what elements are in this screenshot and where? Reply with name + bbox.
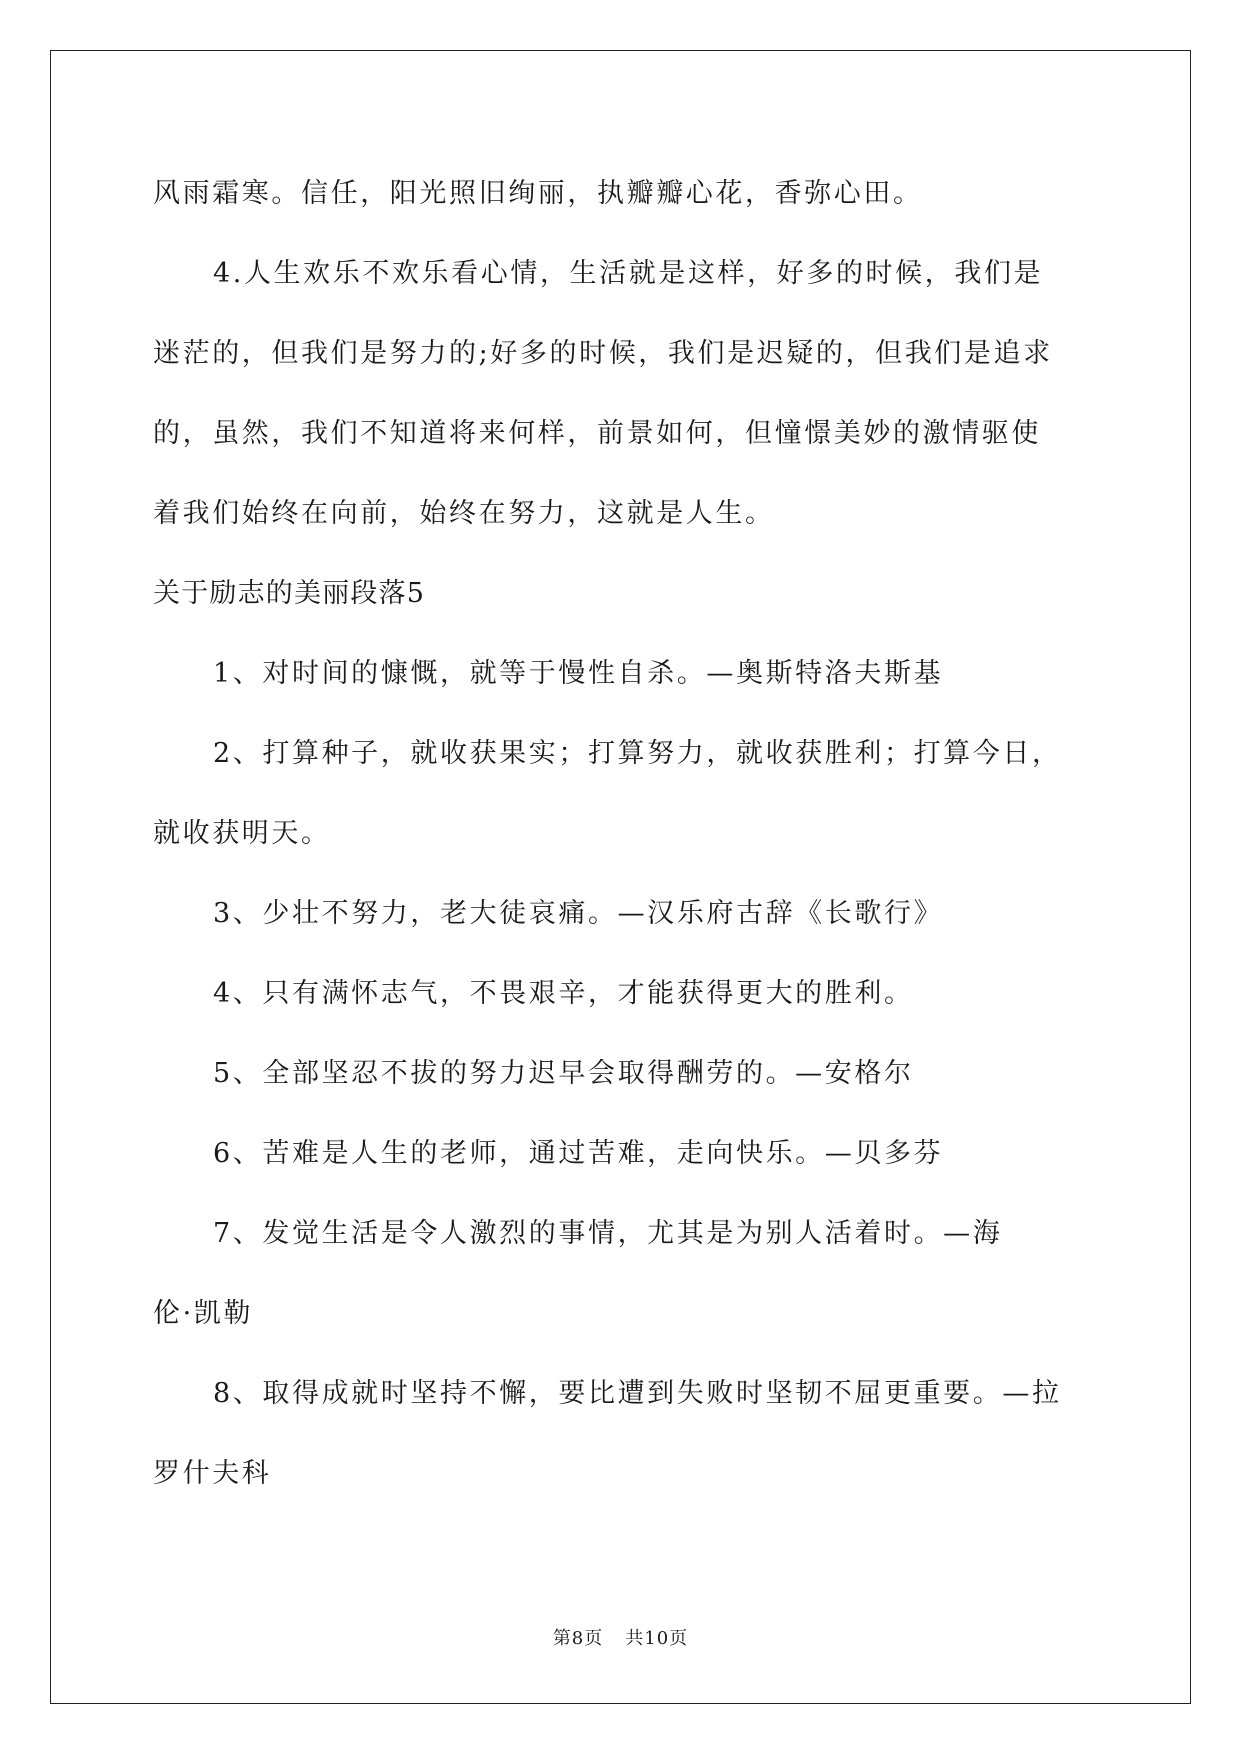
list-item: 7、发觉生活是令人激烈的事情，尤其是为别人活着时。—海 (213, 1218, 1003, 1249)
page-number-total: 共10页 (625, 1628, 689, 1649)
paragraph-line: 迷茫的，但我们是努力的;好多的时候，我们是迟疑的，但我们是追求 (153, 338, 1053, 369)
list-item: 5、全部坚忍不拔的努力迟早会取得酬劳的。—安格尔 (213, 1058, 914, 1089)
page-border (50, 50, 1191, 1704)
list-item: 2、打算种子，就收获果实；打算努力，就收获胜利；打算今日， (213, 738, 1062, 769)
page-footer (0, 1628, 1241, 1650)
page-number-current: 第8页 (552, 1628, 604, 1649)
list-item: 6、苦难是人生的老师，通过苦难，走向快乐。—贝多芬 (213, 1138, 944, 1169)
list-item: 8、取得成就时坚持不懈，要比遭到失败时坚韧不屈更重要。—拉 (213, 1378, 1062, 1409)
list-item-continuation: 罗什夫科 (153, 1458, 272, 1489)
list-item-continuation: 伦·凯勒 (153, 1298, 253, 1329)
list-item-continuation: 就收获明天。 (153, 818, 331, 849)
section-heading: 关于励志的美丽段落5 (153, 578, 426, 609)
paragraph-line: 风雨霜寒。信任，阳光照旧绚丽，执瓣瓣心花，香弥心田。 (153, 178, 923, 209)
paragraph-line: 的，虽然，我们不知道将来何样，前景如何，但憧憬美妙的激情驱使 (153, 418, 1041, 449)
paragraph-line: 4.人生欢乐不欢乐看心情，生活就是这样，好多的时候，我们是 (213, 258, 1044, 289)
paragraph-line: 着我们始终在向前，始终在努力，这就是人生。 (153, 498, 775, 529)
list-item: 4、只有满怀志气，不畏艰辛，才能获得更大的胜利。 (213, 978, 914, 1009)
list-item: 3、少壮不努力，老大徒哀痛。—汉乐府古辞《长歌行》 (213, 898, 944, 929)
list-item: 1、对时间的慷慨，就等于慢性自杀。—奥斯特洛夫斯基 (213, 658, 944, 689)
